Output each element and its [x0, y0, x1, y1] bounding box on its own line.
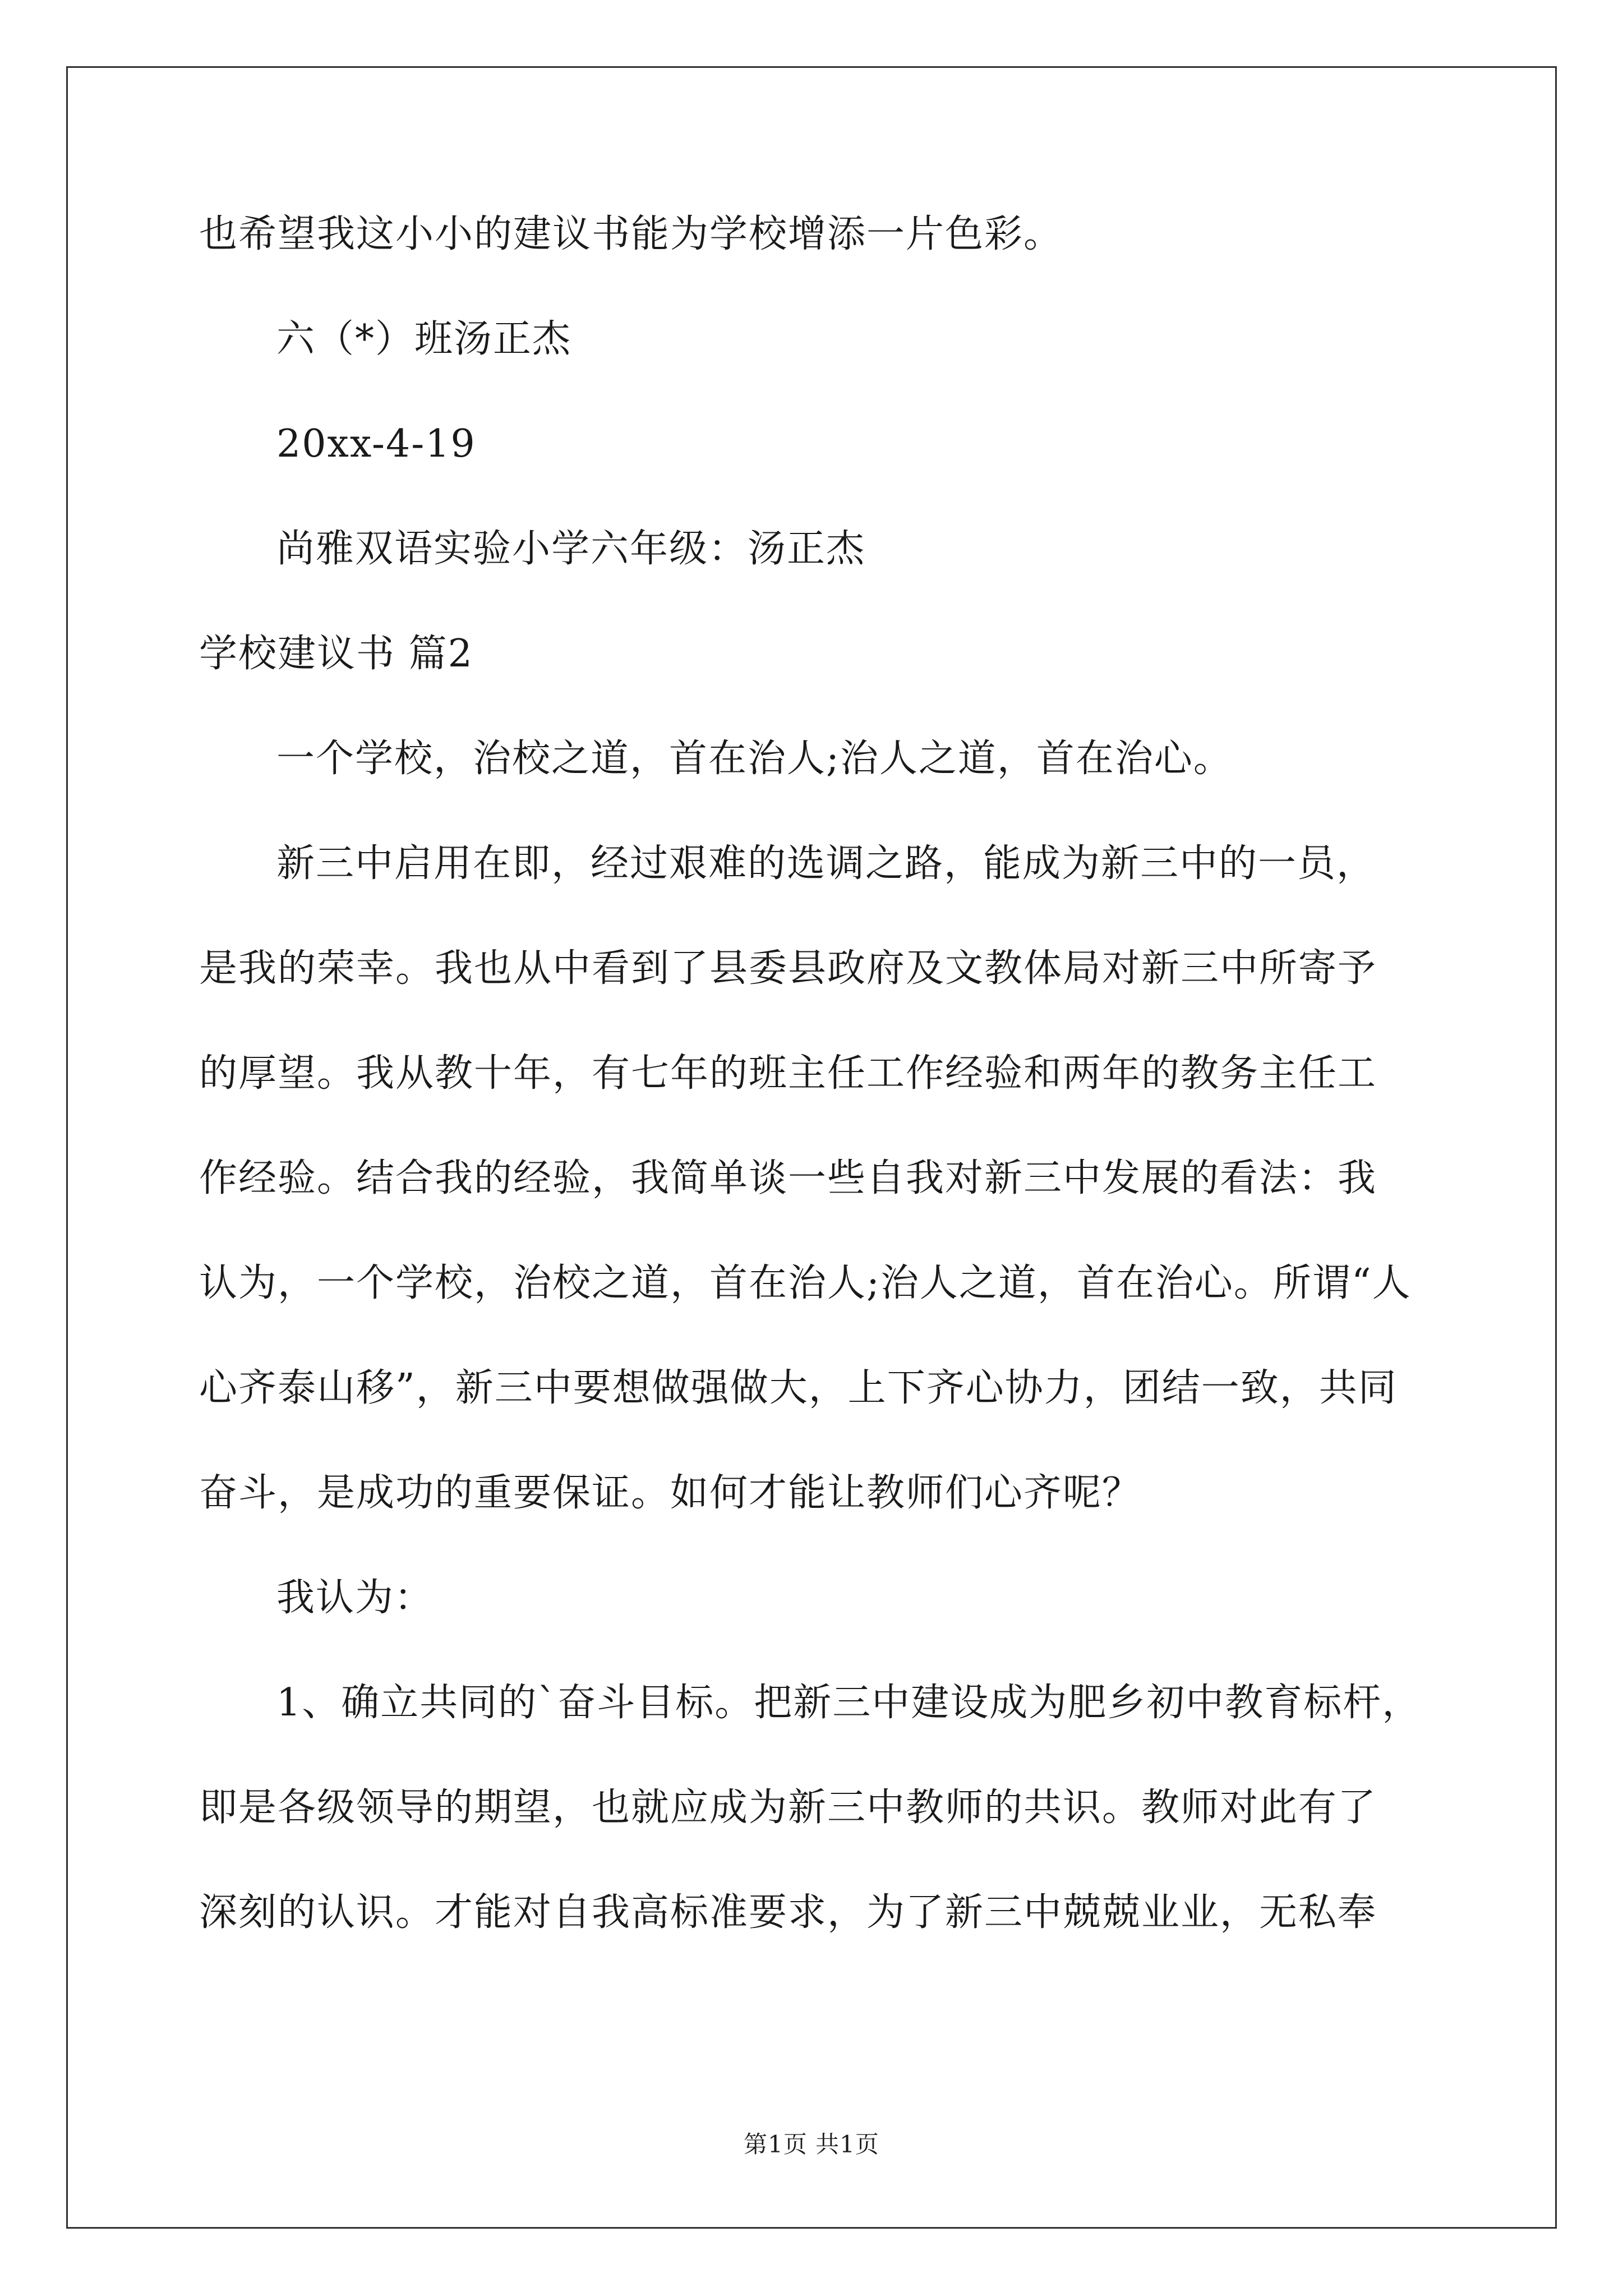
text-line: 深刻的认识。才能对自我高标准要求，为了新三中兢兢业业，无私奉 [199, 1890, 1377, 1935]
text-line: 新三中启用在即，经过艰难的选调之路，能成为新三中的一员， [276, 841, 1376, 886]
document-body [199, 206, 1433, 1990]
text-line: 尚雅双语实验小学六年级：汤正杰 [276, 527, 866, 571]
text-line: 一个学校，治校之道，首在治人;治人之道，首在治心。 [276, 737, 1233, 781]
text-line: 即是各级领导的期望，也就应成为新三中教师的共识。教师对此有了 [199, 1786, 1377, 1830]
text-line: 认为，一个学校，治校之道，首在治人;治人之道，首在治心。所谓“人 [199, 1261, 1412, 1305]
section-heading: 学校建议书 篇2 [199, 632, 473, 676]
text-line: 1、确立共同的`奋斗目标。把新三中建设成为肥乡初中教育标杆， [276, 1681, 1422, 1725]
text-line: 我认为： [276, 1576, 434, 1620]
page-number: 第1页 共1页 [744, 2131, 879, 2158]
text-line: 六（*）班汤正杰 [276, 317, 572, 361]
text-line: 奋斗，是成功的重要保证。如何才能让教师们心齐呢？ [199, 1471, 1142, 1515]
text-line: 20xx-4-19 [276, 422, 476, 466]
text-line: 心齐泰山移”，新三中要想做强做大，上下齐心协力，团结一致，共同 [199, 1366, 1398, 1410]
text-line: 是我的荣幸。我也从中看到了县委县政府及文教体局对新三中所寄予 [199, 946, 1377, 991]
text-line: 也希望我这小小的建议书能为学校增添一片色彩。 [199, 212, 1063, 256]
text-line: 的厚望。我从教十年，有七年的班主任工作经验和两年的教务主任工 [199, 1051, 1377, 1096]
text-line: 作经验。结合我的经验，我简单谈一些自我对新三中发展的看法：我 [199, 1156, 1377, 1200]
